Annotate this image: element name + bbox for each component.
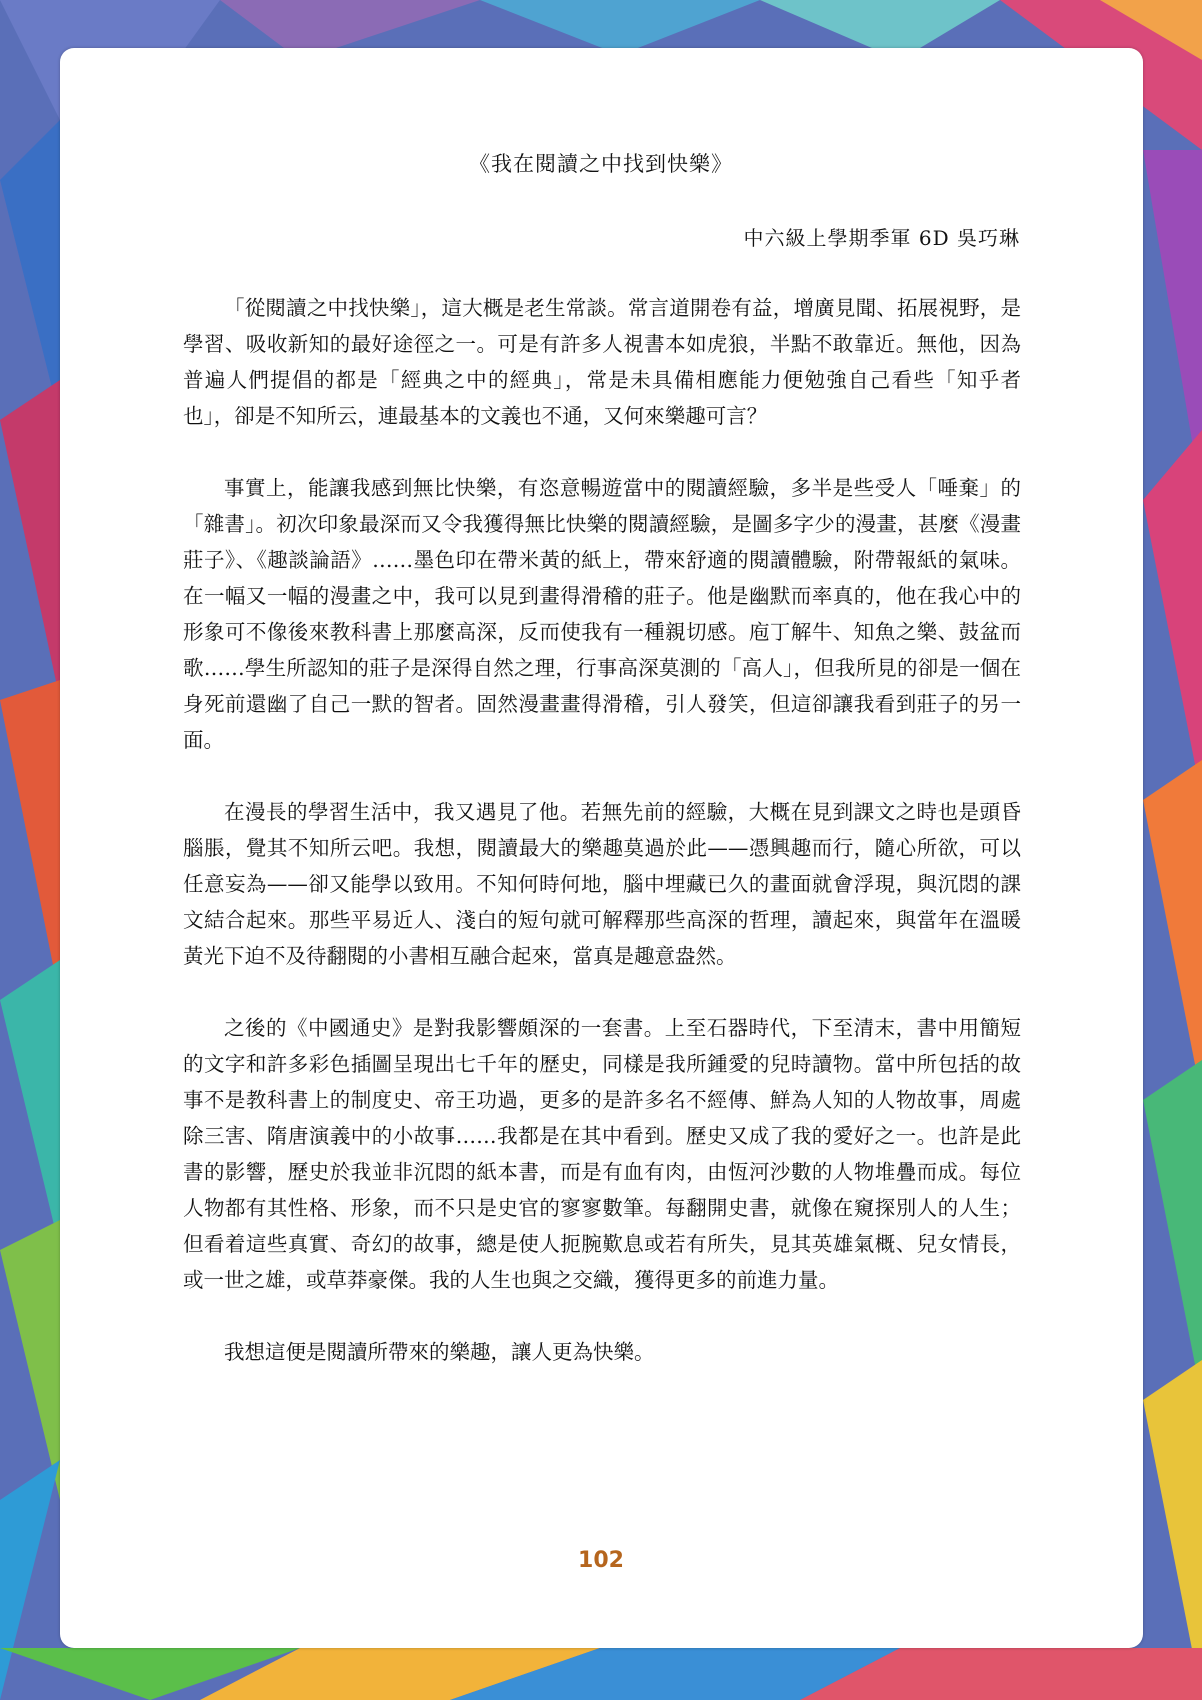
author-byline: 中六級上學期季軍 6D 吳巧琳 <box>743 226 1020 250</box>
essay-body <box>183 290 1021 1406</box>
paragraph-3: 在漫長的學習生活中，我又遇見了他。若無先前的經驗，大概在見到課文之時也是頭昏腦脹，覺其不知所云吧。我想，閱讀最大的樂趣莫過於此——憑興趣而行，隨心所欲，可以任意妄為——卻又能學以致用。不知何時何地，腦中埋藏已久的畫面就會浮現，與沉悶的課文結合起來。那些平易近人、淺白的短句就可解釋那些高深的哲理，讀起來，與當年在溫暖黃光下迫不及待翻閱的小書相互融合起來，當真是趣意盎然。 <box>183 800 1021 968</box>
page-number: 102 <box>578 1548 624 1573</box>
document-title: 《我在閱讀之中找到快樂》 <box>469 152 733 176</box>
paragraph-1: 「從閱讀之中找快樂」，這大概是老生常談。常言道開卷有益，增廣見聞、拓展視野，是學習、吸收新知的最好途徑之一。可是有許多人視書本如虎狼，半點不敢靠近。無他，因為普遍人們提倡的都是「經典之中的經典」，常是未具備相應能力便勉強自己看些「知乎者也」，卻是不知所云，連最基本的文義也不通，又何來樂趣可言？ <box>183 296 1021 428</box>
paragraph-2: 事實上，能讓我感到無比快樂，有恣意暢遊當中的閱讀經驗，多半是些受人「唾棄」的「雜書」。初次印象最深而又令我獲得無比快樂的閱讀經驗，是圖多字少的漫畫，甚麼《漫畫莊子》、《趣談論語》……墨色印在帶米黃的紙上，帶來舒適的閱讀體驗，附帶報紙的氣味。在一幅又一幅的漫畫之中，我可以見到畫得滑稽的莊子。他是幽默而率真的，他在我心中的形象可不像後來教科書上那麼高深，反而使我有一種親切感。庖丁解牛、知魚之樂、鼓盆而歌……學生所認知的莊子是深得自然之理，行事高深莫測的「高人」，但我所見的卻是一個在身死前還幽了自己一默的智者。固然漫畫畫得滑稽，引人發笑，但這卻讓我看到莊子的另一面。 <box>183 476 1021 752</box>
paragraph-4: 之後的《中國通史》是對我影響頗深的一套書。上至石器時代，下至清末，書中用簡短的文字和許多彩色插圖呈現出七千年的歷史，同樣是我所鍾愛的兒時讀物。當中所包括的故事不是教科書上的制度史、帝王功過，更多的是許多名不經傳、鮮為人知的人物故事，周處除三害、隋唐演義中的小故事……我都是在其中看到。歷史又成了我的愛好之一。也許是此書的影響，歷史於我並非沉悶的紙本書，而是有血有肉，由恆河沙數的人物堆疊而成。每位人物都有其性格、形象，而不只是史官的寥寥數筆。每翻開史書，就像在窺探別人的人生；但看着這些真實、奇幻的故事，總是使人扼腕歎息或若有所失，見其英雄氣概、兒女情長，或一世之雄，或草莽豪傑。我的人生也與之交織，獲得更多的前進力量。 <box>183 1016 1021 1292</box>
paragraph-5: 我想這便是閱讀所帶來的樂趣，讓人更為快樂。 <box>224 1340 655 1364</box>
